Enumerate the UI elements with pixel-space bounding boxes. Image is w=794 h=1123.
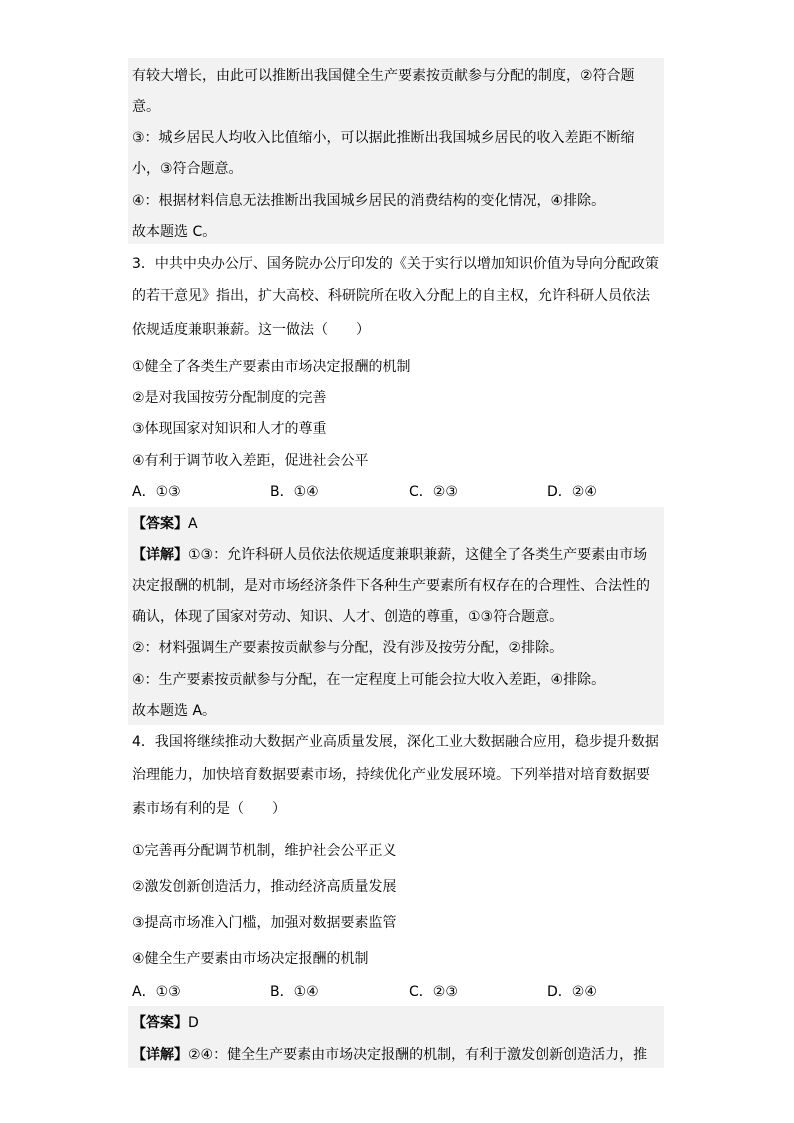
answer-label: 【答案】 bbox=[132, 1015, 188, 1031]
q4-option-c: C．②③ bbox=[409, 984, 458, 1000]
q3-option-d: D．②④ bbox=[547, 484, 597, 500]
q4-stem-line: 素市场有利的是（ ） bbox=[132, 801, 286, 817]
q4-stem-line: 治理能力，加快培育数据要素市场，持续优化产业发展环境。下列举措对培育数据要 bbox=[132, 767, 650, 783]
q3-detail-line: ②：材料强调生产要素按贡献参与分配，没有涉及按劳分配，②排除。 bbox=[132, 640, 564, 656]
q3-statement: ③体现国家对知识和人才的尊重 bbox=[132, 421, 327, 437]
prev-explanation-line: ④：根据材料信息无法推断出我国城乡居民的消费结构的变化情况，④排除。 bbox=[132, 193, 606, 209]
detail-label: 【详解】 bbox=[132, 547, 188, 563]
answer-label: 【答案】 bbox=[132, 516, 188, 532]
q3-statement: ①健全了各类生产要素由市场决定报酬的机制 bbox=[132, 359, 411, 375]
q4-option-d: D．②④ bbox=[547, 984, 597, 1000]
q3-statement: ②是对我国按劳分配制度的完善 bbox=[132, 390, 327, 406]
q3-option-a: A．①③ bbox=[132, 484, 181, 500]
q4-detail-line bbox=[132, 1045, 662, 1065]
prev-explanation-line: ③：城乡居民人均收入比值缩小，可以据此推断出我国城乡居民的收入差距不断缩 bbox=[132, 130, 635, 146]
prev-explanation-line: 意。 bbox=[132, 99, 160, 115]
q3-detail-line: ④：生产要素按贡献参与分配，在一定程度上可能会拉大收入差距，④排除。 bbox=[132, 672, 606, 688]
q3-detail-line: 确认，体现了国家对劳动、知识、人才、创造的尊重，①③符合题意。 bbox=[132, 609, 564, 625]
detail-text: ②④：健全生产要素由市场决定报酬的机制，有利于激发创新创造活力，推 bbox=[188, 1047, 648, 1063]
prev-explanation-line: 小，③符合题意。 bbox=[132, 161, 243, 177]
q4-option-a: A．①③ bbox=[132, 984, 181, 1000]
q3-stem-line: 的若干意见》指出，扩大高校、科研院所在收入分配上的自主权，允许科研人员依法 bbox=[132, 288, 650, 304]
q3-detail-line: 决定报酬的机制，是对市场经济条件下各种生产要素所有权存在的合理性、合法性的 bbox=[132, 578, 650, 594]
detail-text: ①③：允许科研人员依法依规适度兼职兼薪，这健全了各类生产要素由市场 bbox=[188, 547, 648, 563]
q3-statement: ④有利于调节收入差距，促进社会公平 bbox=[132, 453, 369, 469]
prev-explanation-line: 有较大增长，由此可以推断出我国健全生产要素按贡献参与分配的制度，②符合题 bbox=[132, 68, 635, 84]
answer-value: A bbox=[188, 516, 198, 532]
q4-answer bbox=[132, 1013, 662, 1033]
q4-stem-line: 4．我国将继续推动大数据产业高质量发展，深化工业大数据融合应用，稳步提升数据 bbox=[132, 734, 659, 750]
detail-label: 【详解】 bbox=[132, 1047, 188, 1063]
q3-stem-line: 依规适度兼职兼薪。这一做法（ ） bbox=[132, 322, 370, 338]
q3-detail-line bbox=[132, 545, 662, 565]
prev-explanation-conclusion: 故本题选 C。 bbox=[132, 224, 217, 240]
q4-statement: ③提高市场准入门槛，加强对数据要素监管 bbox=[132, 915, 397, 931]
q3-answer bbox=[132, 514, 662, 534]
q4-statement: ④健全生产要素由市场决定报酬的机制 bbox=[132, 951, 369, 967]
answer-value: D bbox=[188, 1015, 199, 1031]
q4-statement: ②激发创新创造活力，推动经济高质量发展 bbox=[132, 879, 397, 895]
q3-detail-conclusion: 故本题选 A。 bbox=[132, 703, 217, 719]
q4-statement: ①完善再分配调节机制，维护社会公平正义 bbox=[132, 843, 397, 859]
q3-stem-line: 3．中共中央办公厅、国务院办公厅印发的《关于实行以增加知识价值为导向分配政策 bbox=[132, 256, 659, 272]
q3-option-c: C．②③ bbox=[409, 484, 458, 500]
q4-option-b: B．①④ bbox=[270, 984, 319, 1000]
q3-option-b: B．①④ bbox=[270, 484, 319, 500]
